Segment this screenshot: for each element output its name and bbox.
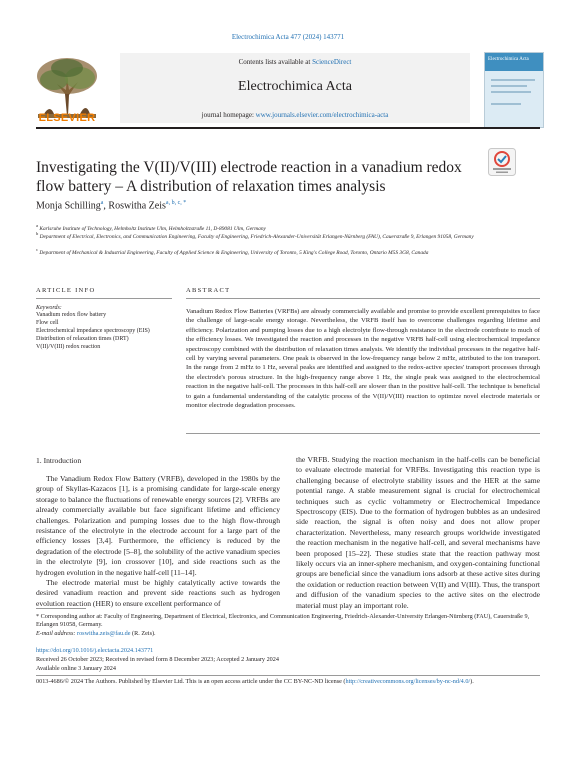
footer-rule: [36, 675, 540, 676]
affiliation-marker: c: [36, 247, 38, 252]
left-column: [36, 474, 280, 609]
footnote-rule: [36, 608, 86, 609]
elsevier-wordmark: ELSEVIER: [38, 112, 96, 124]
keyword: Vanadium redox flow battery: [36, 312, 107, 318]
keyword: Electrochemical impedance spectroscopy (EIS): [36, 328, 150, 334]
article-title: Investigating the V(II)/V(III) electrode reaction in a vanadium redox flow battery – A distribution of relaxation times analysis: [36, 159, 462, 195]
affiliation-text: Karlsruhe Institute of Technology, Helmholtz Institute Ulm, Helmholtzstraße 11, D-89081 Ulm, Germany: [39, 225, 266, 232]
doi-link[interactable]: https://doi.org/10.1016/j.electacta.2024.143771: [36, 647, 154, 654]
license-close: ).: [470, 678, 474, 685]
body-paragraph: The Vanadium Redox Flow Battery (VRFB), developed in the 1980s by the group of Skyllas-Kazacos [1], is a promising candidate for large-scale energy storage to balance the fluctuations of renewable energy sources [2]. VRFBs are already commercially available but face significant lifetime and efficiency challenges. Polarization and pumping losses due to the high flow-through resistance of the electrolyte in the electrode account for a large part of the efficiency losses [3,4]. Furthermore, the efficiency is reduced by the degradation of the electrode [5–8], the solubility of the active vanadium species in the electrolyte [9], ion crossover [10], and side reactions such as the hydrogen evolution in the negative half-cell [11–14].: [36, 474, 280, 577]
cover-line: [491, 85, 527, 87]
homepage-line: [120, 111, 470, 119]
affiliation: [36, 230, 536, 241]
running-head: Electrochimica Acta 477 (2024) 143771: [231, 33, 345, 41]
right-column: [296, 455, 540, 611]
corresponding-author-footnote: [36, 613, 540, 638]
body-paragraph: The electrode material must be highly catalytically active towards the desired vanadium reaction and prevent side reactions such as hydrogen evolution reaction (HER) to ensure excellent performance of: [36, 578, 280, 608]
affiliation-marker: b: [36, 231, 39, 236]
affiliation-text: Department of Mechanical & Industrial Engineering, Faculty of Applied Science & Engineering, University of Toronto, 5 King's College Road, Toronto, Ontario M5S 3G8, Canada: [39, 249, 429, 256]
affiliation-marker: a: [36, 223, 38, 228]
cover-line: [491, 91, 531, 93]
doi-link-line: [36, 647, 540, 655]
article-info-heading: ARTICLE INFO: [36, 287, 96, 294]
keyword: V(II)/V(III) redox reaction: [36, 344, 101, 350]
affiliation: [36, 246, 536, 257]
check-for-updates-icon[interactable]: [488, 148, 516, 176]
email-link[interactable]: roswitha.zeis@fau.de: [77, 629, 131, 637]
introduction-heading: 1. Introduction: [36, 456, 82, 465]
contents-line: [120, 58, 470, 66]
abstract-text: Vanadium Redox Flow Batteries (VRFBs) are already commercially available and promise to provide excellent prerequisites to face the challenge of large-scale energy storage. Nevertheless, the VRFB itself has to overcome challenges regarding lifetime and efficiency. Polarization and pumping losses due to a high electrolyte flow-through resistance in the electrode contribute to much of the efficiency losses. We investigated the reaction and processes in the negative VRFB half-cell using electrochemical impedance spectroscopy combined with the distribution of relaxation times analysis. We identify the individual processes in the negative half-cell by varying several parameters. One peak is observed in the low-frequency range below 2 mHz, attributed to the ion transport. In the range from 2 mHz to 1 Hz, several peaks are identified and assigned to the redox-active species' transport processes through the electrode's porous structure. In the high-frequency range above 1 Hz, the single peak was assigned to the electrochemical reaction in the negative half-cell. The processes in this half-cell are slower than in the positive half-cell. The technique is beneficial to gain a fundamental understanding of the catalytic process of the V(II)/V(III) reaction to optimize novel electrode materials or monitor electrode degradation processes.: [186, 308, 540, 410]
keyword: Flow cell: [36, 320, 59, 326]
cover-line: [491, 79, 535, 81]
cover-band: [485, 53, 543, 71]
cover-title: Electrochimica Acta: [488, 57, 529, 62]
footnote-marker: *: [36, 613, 40, 620]
homepage-prefix: journal homepage:: [201, 111, 256, 119]
license-text: 0013-4686/© 2024 The Authors. Published by Elsevier Ltd. This is an open access article under the CC BY-NC-ND license (: [36, 678, 346, 685]
author-name[interactable]: Roswitha Zeis: [108, 200, 166, 212]
journal-cover-thumbnail: [484, 52, 544, 128]
keywords-block: [36, 305, 176, 351]
footnote-text: Corresponding author at: Faculty of Engineering, Department of Electrical, Electronics, and Communication Engineering, Friedrich-Alexander-University Erlangen-Nürnberg (FAU), Cauerstraße 9, Erlangen 91058, Germany.: [36, 613, 530, 629]
received-dates: Received 26 October 2023; Received in revised form 8 December 2023; Accepted 2 January 2024: [36, 656, 279, 663]
body-paragraph: the VRFB. Studying the reaction mechanism in the half-cells can be beneficial to evaluate electrode material for VRFBs. Investigating this reaction type is challenging because of electrolyte stability issues and the HER at the same potential range. A stable measurement signal is crucial for electrochemical techniques such as cyclic voltammetry or Electrochemical Impedance Spectroscopy (EIS). Due to the formation of hydrogen bubbles as an undesired side reaction, the signal is often noisy and does not allow proper characterization. Nevertheless, many research groups worldwide investigated the reaction mechanism in the negative half-cell, and several mechanisms have been proposed [15–22]. These studies state that the reaction pathway most likely occurs via an inner-sphere mechanism, and oxygen-containing functional groups are beneficial since the vanadium ions adsorb at these active sites during the oxidation or reduction reaction between V(II) and V(III). Thus, the transport and diffusion of the vanadium species to the active sites on the electrode material must play an important role.: [296, 455, 540, 610]
license-line: [36, 678, 540, 686]
keyword: Distribution of relaxation times (DRT): [36, 336, 129, 342]
cover-line: [491, 103, 521, 105]
email-label: E-mail address:: [36, 629, 76, 637]
available-online: Available online 3 January 2024: [36, 665, 116, 672]
journal-title: Electrochimica Acta: [238, 79, 352, 94]
author-separator: ,: [103, 200, 109, 212]
abstract-heading: ABSTRACT: [186, 287, 231, 294]
journal-homepage-link[interactable]: www.journals.elsevier.com/electrochimica-acta: [255, 111, 389, 119]
abstract-rule: [186, 298, 540, 299]
author-name[interactable]: Monja Schilling: [36, 200, 101, 212]
author-affiliation-marker[interactable]: a: [100, 200, 104, 206]
article-info-rule: [36, 298, 172, 299]
author-list: [36, 200, 186, 211]
masthead-rule: [36, 127, 540, 129]
license-link[interactable]: http://creativecommons.org/licenses/by-nc-nd/4.0/: [345, 678, 471, 685]
contents-prefix: Contents lists available at: [238, 58, 313, 66]
abstract-bottom-rule: [186, 433, 540, 434]
affiliation-text: Department of Electrical, Electronics, and Communication Engineering, Faculty of Engineering, Friedrich-Alexander-Universität Erlangen-Nürnberg (FAU), Cauerstraße 9, Erlangen 91058, Germany: [39, 233, 474, 240]
keywords-label: Keywords:: [36, 305, 62, 311]
author-affiliation-marker[interactable]: a, b, c, *: [165, 200, 187, 206]
sciencedirect-link[interactable]: ScienceDirect: [312, 58, 352, 66]
email-suffix: (R. Zeis).: [132, 629, 156, 637]
